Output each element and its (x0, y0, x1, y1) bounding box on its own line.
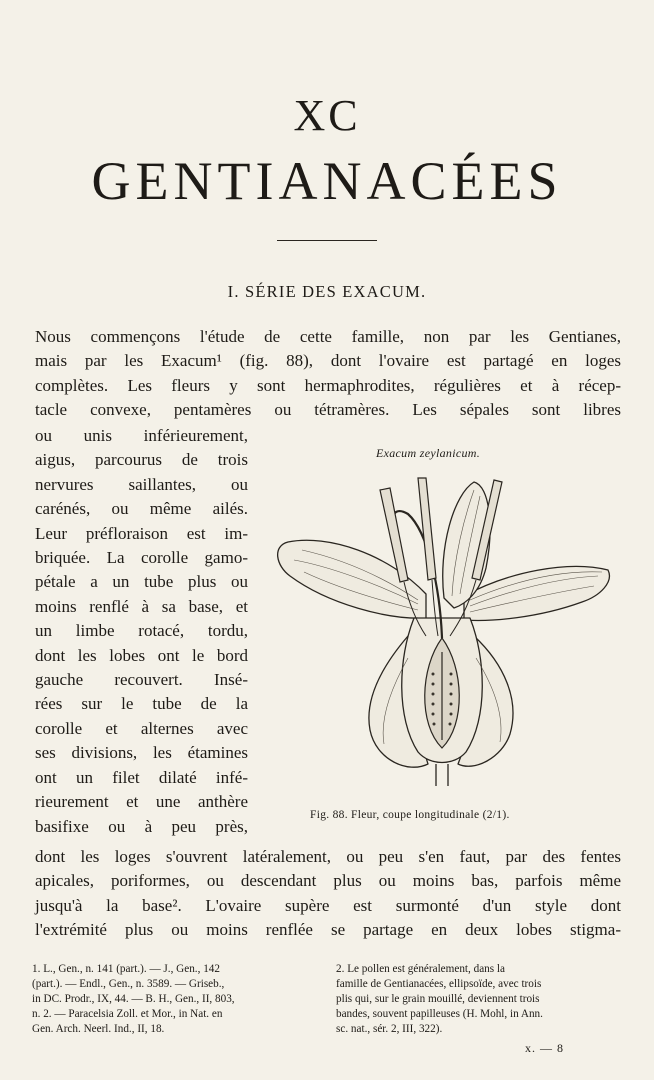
text-line: corolle et alternes avec (35, 718, 248, 738)
text-line: pétale a un tube plus ou (35, 572, 248, 592)
footnotes-left (32, 962, 314, 1037)
text-line: dont les lobes ont le bord (35, 645, 248, 665)
text-line: basifixe ou à peu près, (35, 816, 248, 836)
flower-illustration (268, 468, 616, 786)
text-line: dont les loges s'ouvrent latéralement, ou peu s'en faut, par des fentes (35, 847, 621, 866)
text-line: rieurement et une anthère (35, 792, 248, 812)
footnote-line: famille de Gentianacées, ellipsoïde, avec trois (336, 978, 542, 990)
text-line: moins renflé à sa base, et (35, 596, 248, 616)
text-line: jusqu'à la base². L'ovaire supère est surmonté d'un style dont (35, 895, 621, 915)
text-line: nervures saillantes, ou (35, 474, 248, 494)
body-text-left-column (35, 424, 248, 839)
footnote-line: n. 2. — Paracelsia Zoll. et Mor., in Nat. en (32, 1008, 223, 1020)
text-line: apicales, poriformes, ou descendant plus ou moins bas, parfois même (35, 871, 621, 891)
text-line: tacle convexe, pentamères ou tétramères. Les sépales sont libres (35, 400, 621, 420)
text-line: complètes. Les fleurs y sont hermaphrodites, régulières et à récep- (35, 375, 621, 395)
figure-label: Exacum zeylanicum. (376, 446, 481, 460)
footnote-line: Gen. Arch. Neerl. Ind., II, 18. (32, 1023, 165, 1035)
text-line: un limbe rotacé, tordu, (35, 621, 248, 641)
figure-caption: Fig. 88. Fleur, coupe longitudinale (2/1). (310, 809, 510, 821)
text-line: Nous commençons l'étude de cette famille, non par les Gentianes, (35, 327, 621, 346)
text-line: ses divisions, les étamines (35, 743, 248, 763)
text-line: briquée. La corolle gamo- (35, 548, 248, 568)
section-heading: I. SÉRIE DES EXACUM. (227, 282, 427, 301)
footnote-line: (part.). — Endl., Gen., n. 3589. — Griseb., (32, 978, 225, 990)
text-line: mais par les Exacum¹ (fig. 88), dont l'ovaire est partagé en loges (35, 351, 621, 371)
text-line: carénés, ou même ailés. (35, 499, 248, 519)
text-line: rées sur le tube de la (35, 694, 248, 714)
text-line: gauche recouvert. Insé- (35, 670, 248, 690)
text-line: Leur préfloraison est im- (35, 523, 248, 543)
flower-drawing (268, 468, 616, 786)
footnotes-right (336, 962, 620, 1037)
text-line: aigus, parcourus de trois (35, 450, 248, 470)
text-line: ont un filet dilaté infé- (35, 767, 248, 787)
footnote-line: in DC. Prodr., IX, 44. — B. H., Gen., II, 803, (32, 993, 235, 1005)
footnote-line: plis qui, sur le grain mouillé, deviennent trois (336, 993, 540, 1005)
stamen-center (418, 478, 436, 580)
footnote-line: 1. L., Gen., n. 141 (part.). — J., Gen., 142 (32, 963, 220, 975)
footnote-line: 2. Le pollen est généralement, dans la (336, 963, 505, 975)
text-line: ou unis inférieurement, (35, 426, 248, 445)
footnote-line: bandes, souvent papilleuses (H. Mohl, in Ann. (336, 1008, 543, 1020)
body-text-bottom (35, 845, 621, 943)
footnote-line: sc. nat., sér. 2, III, 322). (336, 1023, 443, 1035)
chapter-title: GENTIANACÉES (91, 151, 563, 211)
text-line: l'extrémité plus ou moins renflée se partage en deux lobes stigma- (35, 920, 621, 940)
pedicel (436, 764, 448, 786)
signature-mark: x. — 8 (525, 1041, 564, 1055)
title-rule (277, 240, 377, 241)
chapter-number: XC (293, 91, 361, 140)
body-text-top (35, 325, 621, 423)
